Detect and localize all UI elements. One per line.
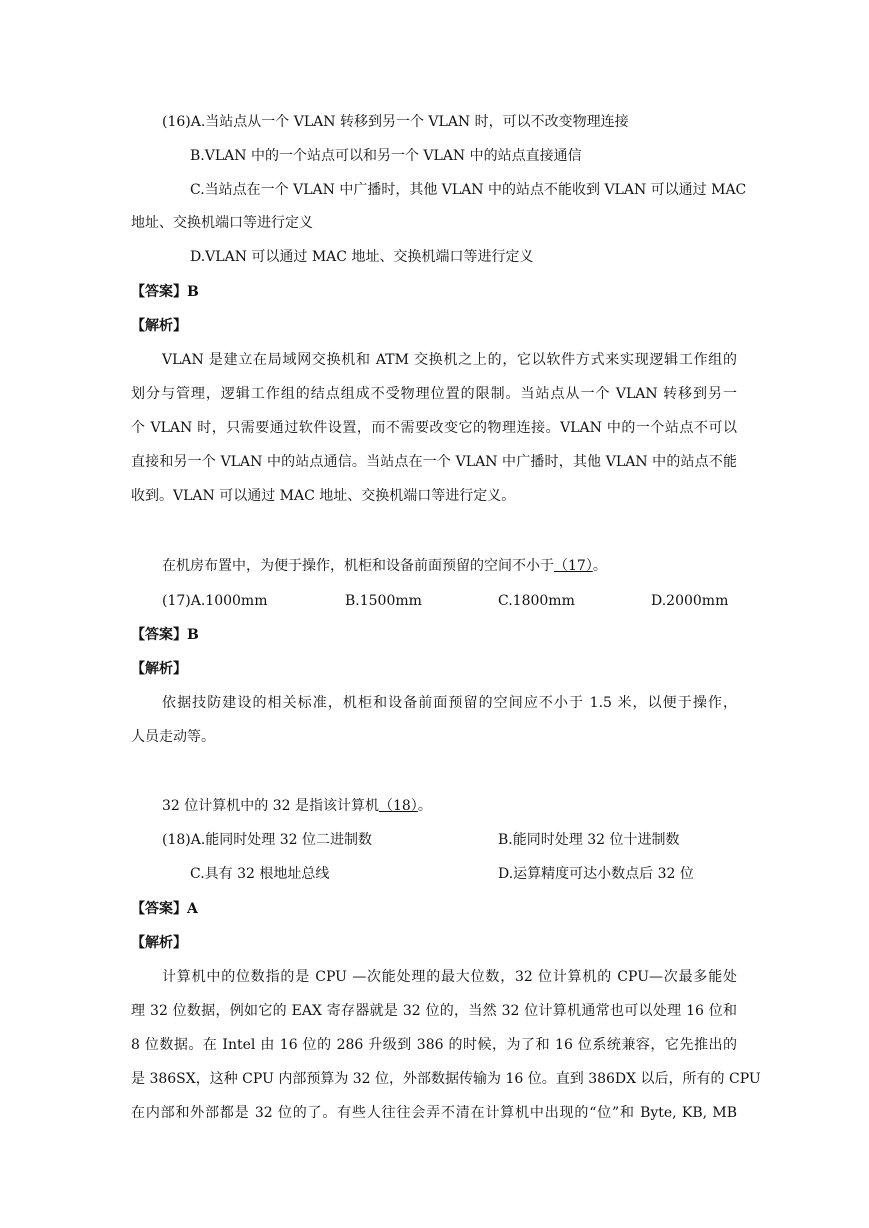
q18-analysis-line: 理 32 位数据，例如它的 EAX 寄存器就是 32 位的，当然 32 位计算机通常也可以处理 16 位和 [131,1003,737,1019]
q18-option-c: C.具有 32 根地址总线 [190,866,330,882]
q16-option-c-line1: C.当站点在一个 VLAN 中广播时，其他 VLAN 中的站点不能收到 VLAN 可以通过 MAC [190,182,747,198]
q17-blank: （17） [554,558,593,574]
q16-option-c-line2: 地址、交换机端口等进行定义 [131,215,313,231]
q16-analysis-label: 【解析】 [131,318,187,334]
q18-analysis-line: 是 386SX，这种 CPU 内部预算为 32 位，外部数据传输为 16 位。直到 386DX 以后，所有的 CPU [131,1071,761,1087]
q17-option-d: D.2000mm [651,593,729,609]
q17-analysis-label: 【解析】 [131,661,187,677]
q18-analysis-line: 在内部和外部都是 32 位的了。有些人往往会弄不清在计算机中出现的“位”和 Byte, KB, MB [131,1105,737,1121]
q16-option-d: D.VLAN 可以通过 MAC 地址、交换机端口等进行定义 [190,249,534,265]
q16-option-b: B.VLAN 中的一个站点可以和另一个 VLAN 中的站点直接通信 [190,148,582,164]
q17-option-c: C.1800mm [498,593,575,609]
q18-stem [162,796,432,816]
q18-analysis-line: 8 位数据。在 Intel 由 16 位的 286 升级到 386 的时候，为了和 16 位系统兼容，它先推出的 [131,1037,737,1053]
q17-analysis-line: 依据技防建设的相关标准，机柜和设备前面预留的空间应不小于 1.5 米，以便于操作， [162,695,737,711]
q18-answer: 【答案】A [131,901,198,917]
q18-option-a: (18)A.能同时处理 32 位二进制数 [162,832,373,848]
q16-answer: 【答案】B [131,284,199,300]
q18-stem-end: 。 [417,798,432,814]
q17-stem [162,556,607,576]
q17-option-b: B.1500mm [345,593,422,609]
q17-stem-text: 在机房布置中，为便于操作，机柜和设备前面预留的空间不小于 [162,558,554,574]
q18-stem-text: 32 位计算机中的 32 是指该计算机 [162,798,379,814]
q17-option-a: (17)A.1000mm [162,593,268,609]
q18-option-d: D.运算精度可达小数点后 32 位 [498,866,694,882]
q17-stem-end: 。 [592,558,607,574]
q18-analysis-label: 【解析】 [131,935,187,951]
q16-analysis-line: 划分与管理，逻辑工作组的结点组成不受物理位置的限制。当站点从一个 VLAN 转移到另一 [131,386,737,402]
q16-analysis-line: 直接和另一个 VLAN 中的站点通信。当站点在一个 VLAN 中广播时，其他 VLAN 中的站点不能 [131,454,737,470]
q16-analysis-line: VLAN 是建立在局域网交换机和 ATM 交换机之上的，它以软件方式来实现逻辑工作组的 [162,352,737,368]
q17-answer: 【答案】B [131,627,199,643]
q17-analysis-line: 人员走动等。 [131,729,215,745]
q16-analysis-line: 个 VLAN 时，只需要通过软件设置，而不需要改变它的物理连接。VLAN 中的一个站点不可以 [131,420,737,436]
q18-blank: （18） [378,798,418,814]
q18-analysis-line: 计算机中的位数指的是 CPU —次能处理的最大位数，32 位计算机的 CPU—次最多能处 [162,969,737,985]
q16-analysis-line: 收到。VLAN 可以通过 MAC 地址、交换机端口等进行定义。 [131,488,516,504]
q16-option-a: (16)A.当站点从一个 VLAN 转移到另一个 VLAN 时，可以不改变物理连接 [162,114,629,130]
q18-option-b: B.能同时处理 32 位十进制数 [498,832,680,848]
